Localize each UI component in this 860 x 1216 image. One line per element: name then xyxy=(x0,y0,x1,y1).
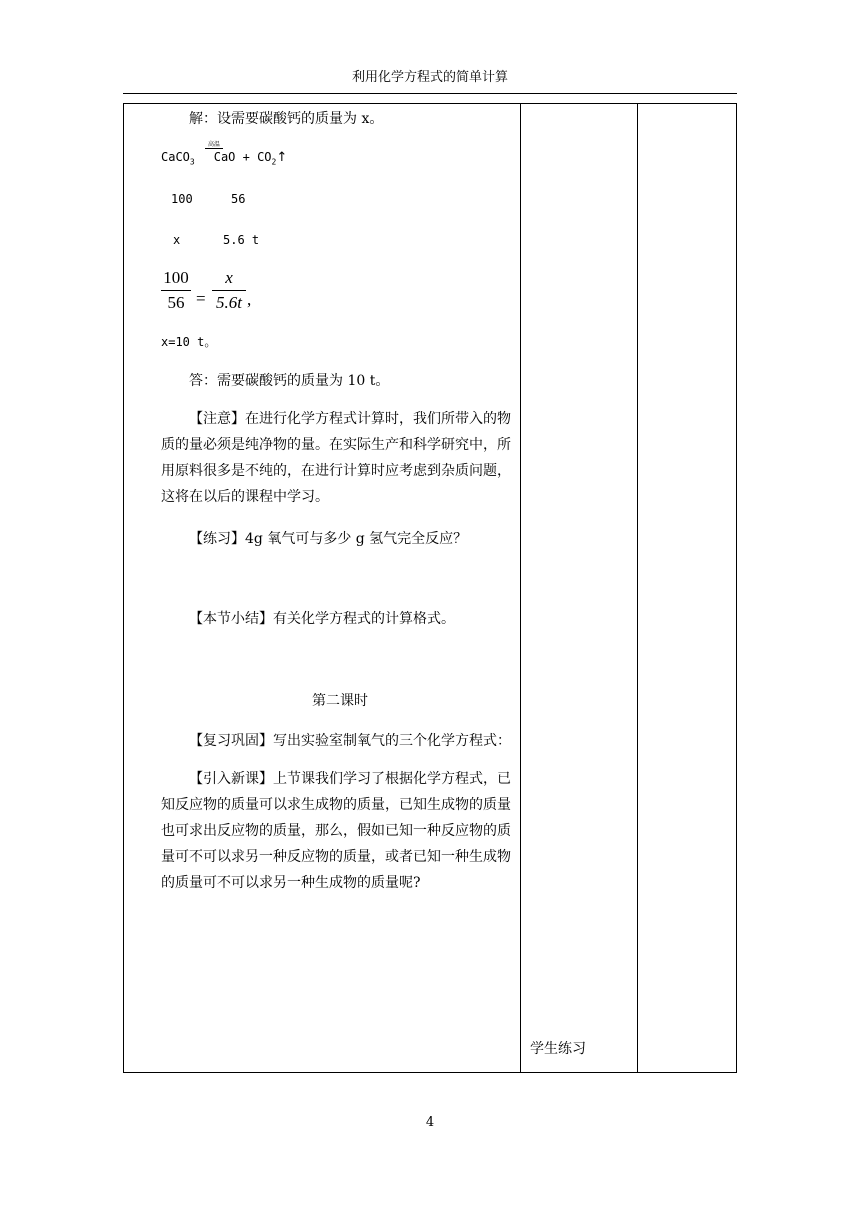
header-rule xyxy=(123,93,737,94)
intro-paragraph xyxy=(161,766,519,896)
practice-paragraph xyxy=(161,526,519,552)
review-label: 【复习巩固】 xyxy=(189,733,273,749)
fraction-left-numerator: 100 xyxy=(163,268,189,287)
reaction-condition: 高温 xyxy=(205,141,223,149)
student-practice-label: 学生练习 xyxy=(530,1041,586,1057)
note-text: 在进行化学方程式计算时，我们所带入的物质的量必须是纯净物的量。在实际生产和科学研究中，所用原料很多是不纯的，在进行计算时应考虑到杂质问题，这将在以后的课程中学习。 xyxy=(161,411,511,505)
answer-line: 答：需要碳酸钙的质量为 10 t。 xyxy=(189,373,390,389)
chemical-equation xyxy=(161,141,288,167)
note-label: 【注意】 xyxy=(189,411,245,427)
intro-label: 【引入新课】 xyxy=(189,771,273,787)
fraction-equals: = xyxy=(196,289,206,308)
page-number: 4 xyxy=(425,1115,435,1130)
mass-right: 56 xyxy=(231,192,246,206)
practice-label: 【练习】 xyxy=(189,531,245,547)
equation-product-subscript: 2 xyxy=(271,157,277,167)
fraction-right-denominator: 5.6t xyxy=(216,293,242,312)
fraction-left-denominator: 56 xyxy=(167,293,185,312)
equation-reactant: CaCO xyxy=(161,150,190,164)
summary-text: 有关化学方程式的计算格式。 xyxy=(273,611,455,627)
page-header-title: 利用化学方程式的简单计算 xyxy=(351,70,508,85)
note-paragraph xyxy=(161,406,519,510)
fraction-trailing-comma: , xyxy=(247,290,252,309)
practice-text: 4g 氧气可与多少 g 氢气完全反应？ xyxy=(245,531,468,547)
lesson-table xyxy=(123,103,737,1073)
fraction-right xyxy=(212,267,246,314)
fraction-left xyxy=(161,267,191,314)
fraction-right-numerator: x xyxy=(225,268,233,287)
intro-text: 上节课我们学习了根据化学方程式，已知反应物的质量可以求生成物的质量，已知生成物的质量也可求出反应物的质量，那么，假如已知一种反应物的质量可不可以求另一种反应物的质量，或者已知一种生成物的质量可不可以求另一种生成物的质量呢? xyxy=(161,771,511,891)
equation-products: CaO + CO xyxy=(213,150,272,164)
review-text: 写出实验室制氧气的三个化学方程式： xyxy=(273,733,511,749)
lesson-two-heading: 第二课时 xyxy=(312,693,368,709)
column-divider-1 xyxy=(520,104,521,1072)
gas-arrow-icon: ↑ xyxy=(276,150,288,165)
solve-line: 解：设需要碳酸钙的质量为 x。 xyxy=(189,111,384,127)
summary-paragraph xyxy=(161,606,519,632)
result-line: x=10 t。 xyxy=(161,335,217,349)
equation-reactant-subscript: 3 xyxy=(189,157,195,167)
var-right: 5.6 t xyxy=(223,233,260,247)
mass-left: 100 xyxy=(171,192,193,206)
summary-label: 【本节小结】 xyxy=(189,611,273,627)
var-left: x xyxy=(173,233,181,247)
column-divider-2 xyxy=(637,104,638,1072)
review-paragraph xyxy=(161,728,519,754)
